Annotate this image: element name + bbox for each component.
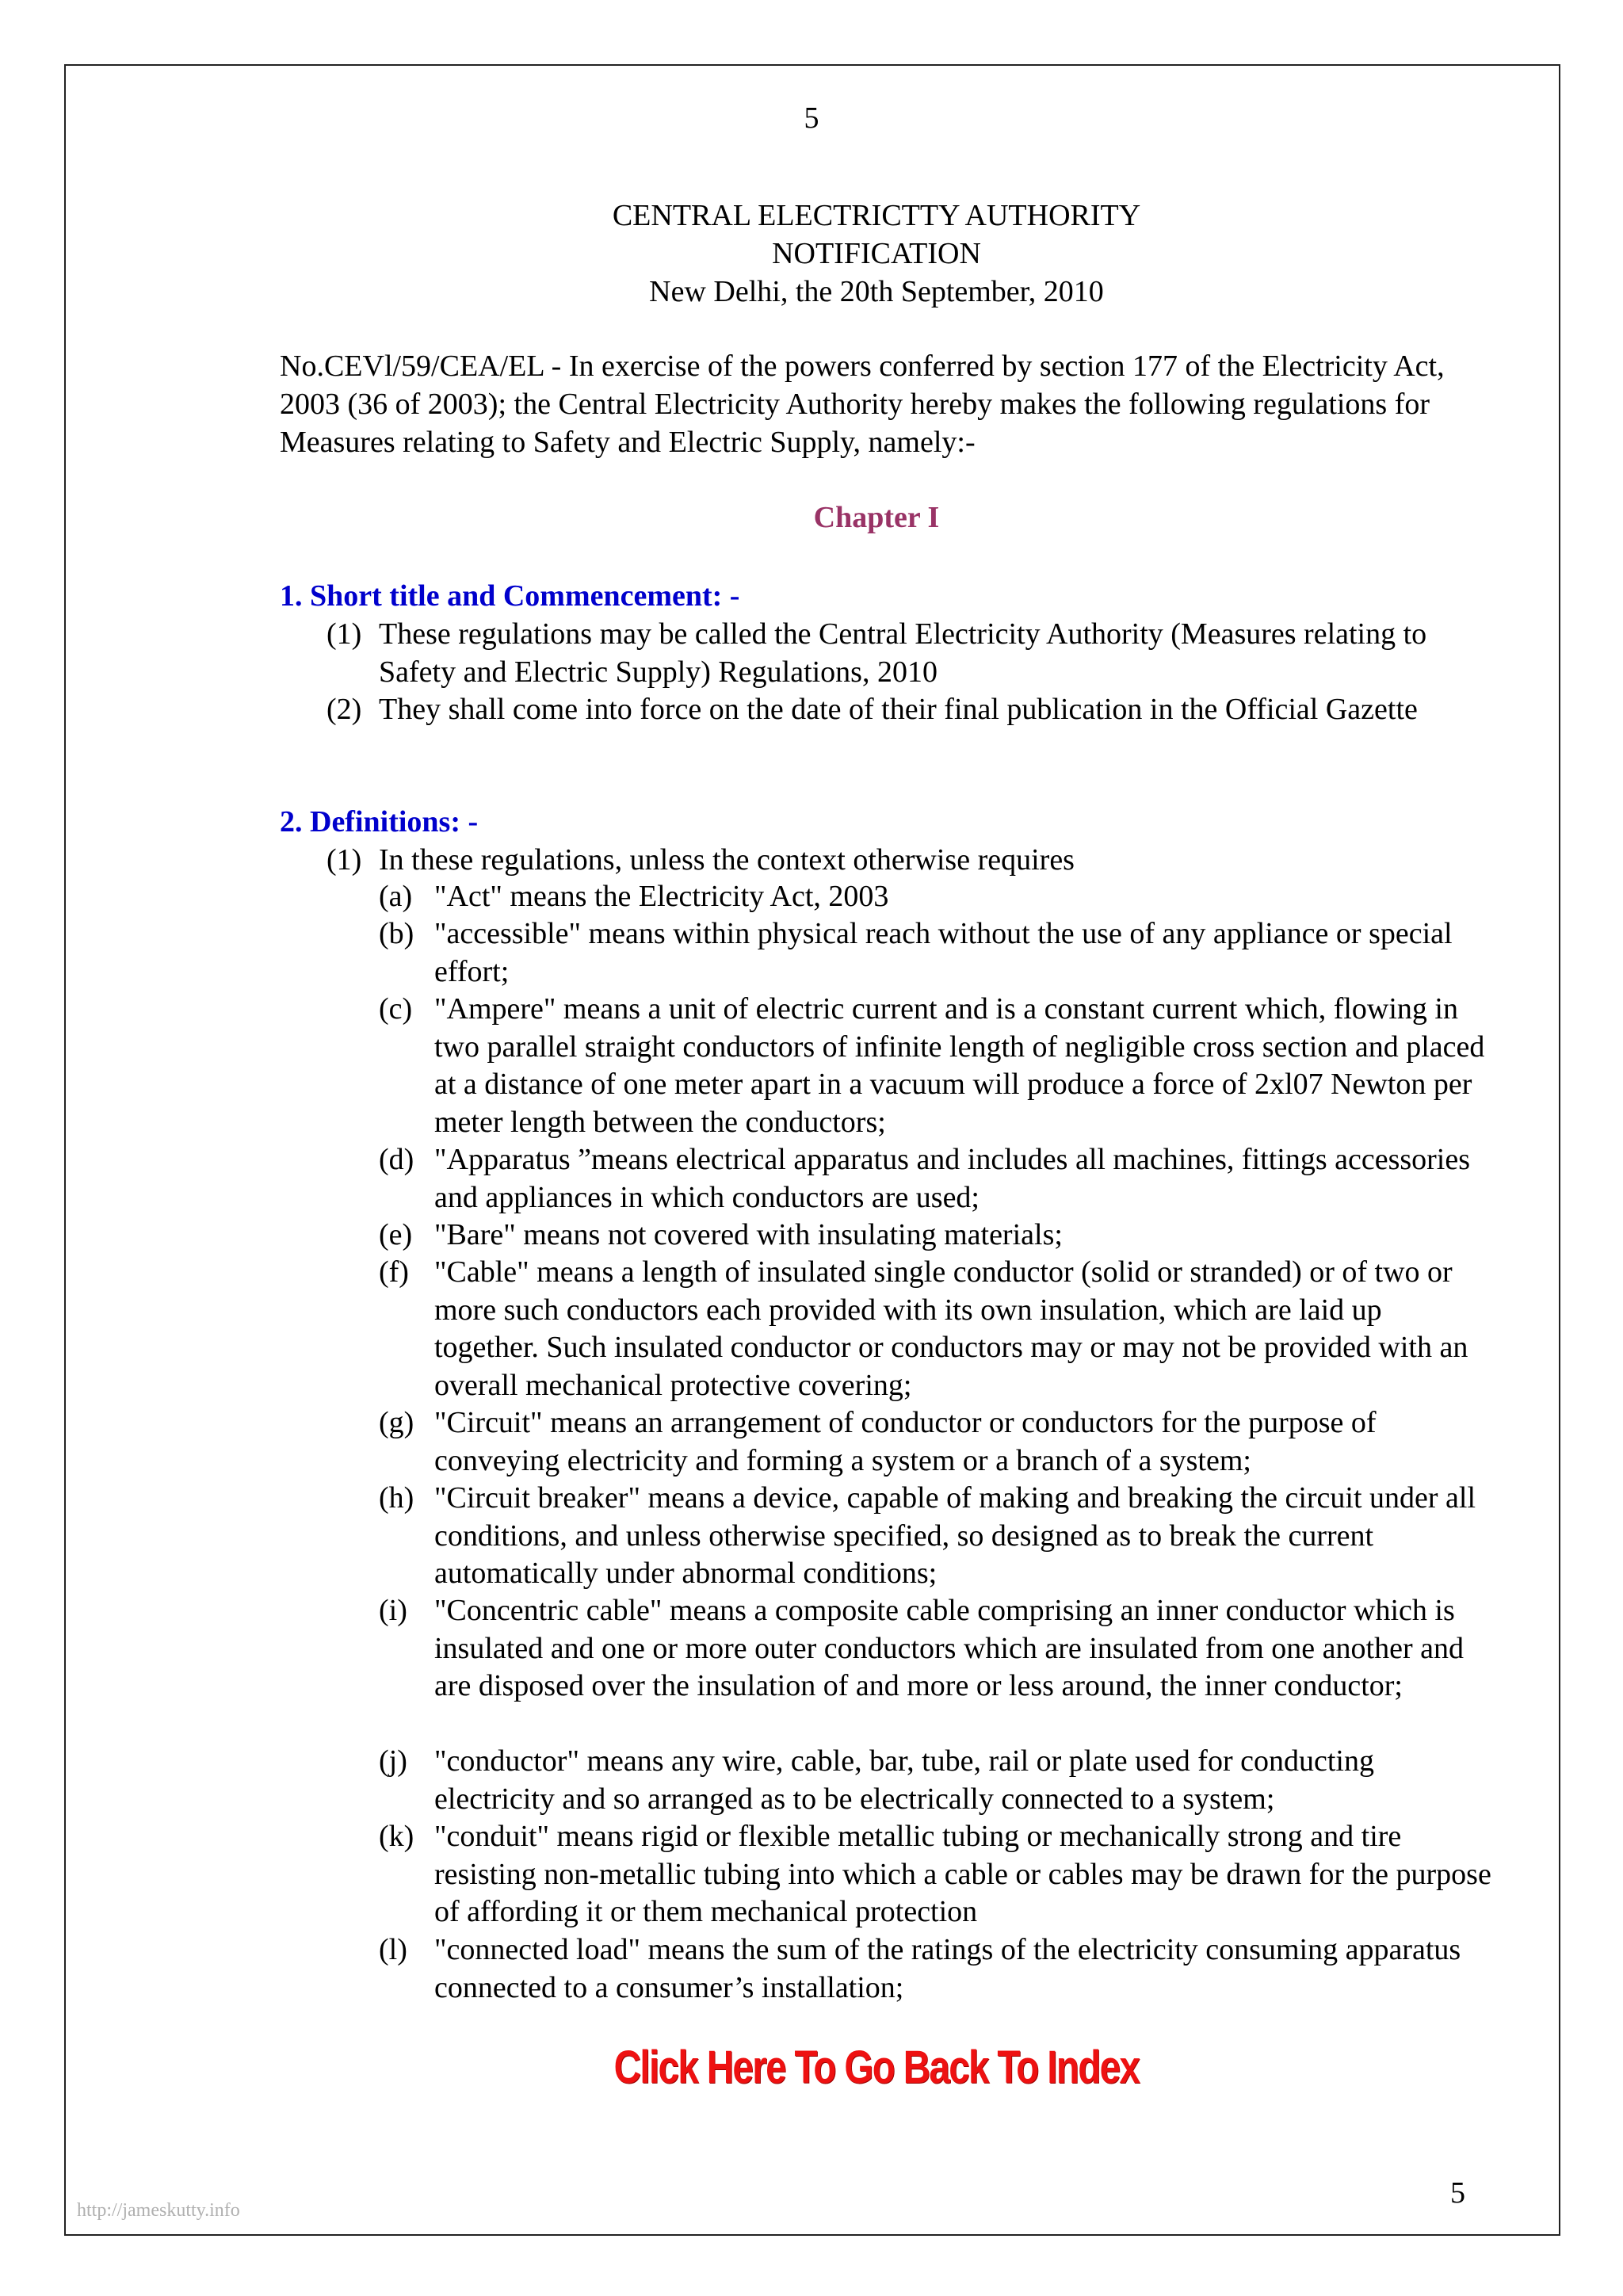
definition-item [379, 1141, 1492, 1217]
item-text: "conductor" means any wire, cable, bar, tube, rail or plate used for conducting electricity and so arranged as to be electrically connected to a system; [434, 1744, 1374, 1816]
definition-item [379, 1818, 1492, 1931]
definition-item [379, 1217, 1492, 1255]
definition-item [379, 915, 1492, 991]
item-label: (2) [327, 693, 362, 726]
definition-item [379, 1404, 1492, 1480]
authority-title: CENTRAL ELECTRICTTY AUTHORITY [612, 199, 1141, 232]
item-label: (e) [379, 1218, 413, 1251]
definition-item [379, 1931, 1492, 2007]
item-label: (1) [327, 843, 362, 877]
notification-title: NOTIFICATION [772, 237, 981, 270]
item-text: "Bare" means not covered with insulating materials; [434, 1218, 1063, 1251]
section-2-subclause [327, 841, 1476, 879]
item-text: "conduit" means rigid or flexible metallic tubing or mechanically strong and tire resisting non-metallic tubing into which a cable or cables may be drawn for the purpose of affording it or them mechanical protection [434, 1820, 1491, 1928]
notification-date: New Delhi, the 20th September, 2010 [649, 275, 1104, 308]
item-label: (a) [379, 880, 413, 913]
intro-paragraph: No.CEVl/59/CEA/EL - In exercise of the powers conferred by section 177 of the Electricity Act, 2003 (36 of 2003); the Central Electricity Authority hereby makes the following regulations for Measures relating to Safety and Electric Supply, namely:- [280, 350, 1445, 459]
item-label: (d) [379, 1143, 414, 1176]
section-1-item [327, 690, 1476, 728]
item-text: "Apparatus ”means electrical apparatus and includes all machines, fittings accessories and appliances in which conductors are used; [434, 1143, 1471, 1214]
item-label: (c) [379, 992, 413, 1026]
definition-item [379, 1480, 1492, 1593]
page-number-bottom: 5 [1450, 2176, 1465, 2210]
section-2-heading: 2. Definitions: - [280, 805, 479, 839]
page-number-top: 5 [804, 101, 819, 135]
item-text: "Cable" means a length of insulated single conductor (solid or stranded) or of two or more such conductors each provided with its own insulation, which are laid up together. Such insulated conductor or conductors may or may not be provided with an overall mechanical protective covering; [434, 1255, 1468, 1402]
item-text: "Circuit" means an arrangement of conductor or conductors for the purpose of conveying electricity and forming a system or a branch of a system; [434, 1406, 1377, 1477]
item-label: (j) [379, 1744, 407, 1778]
item-text: "Concentric cable" means a composite cable comprising an inner conductor which is insulated and one or more outer conductors which are insulated from one another and are disposed over the insulation of and more or less around, the inner conductor; [434, 1594, 1464, 1702]
item-label: (b) [379, 917, 414, 950]
item-text: They shall come into force on the date of their final publication in the Official Gazette [379, 693, 1418, 726]
item-text: "accessible" means within physical reach without the use of any appliance or special effort; [434, 917, 1453, 988]
item-label: (g) [379, 1406, 414, 1439]
item-text: "Ampere" means a unit of electric current and is a constant current which, flowing in two parallel straight conductors of infinite length of negligible cross section and placed at a distance of one meter apart in a vacuum will produce a force of 2xl07 Newton per meter length between the conductors; [434, 992, 1485, 1139]
item-label: (1) [327, 617, 362, 651]
site-watermark: http://jameskutty.info [77, 2200, 240, 2221]
definition-item [379, 1592, 1492, 1706]
item-label: (f) [379, 1255, 409, 1289]
back-to-index-link[interactable]: Click Here To Go Back To Index [613, 2042, 1140, 2093]
item-label: (h) [379, 1481, 414, 1515]
chapter-heading: Chapter I [813, 501, 940, 534]
item-text: "Circuit breaker" means a device, capable of making and breaking the circuit under all conditions, and unless otherwise specified, so designed as to break the current automatically under abnormal conditions; [434, 1481, 1476, 1590]
notification-header [0, 197, 1623, 311]
item-text: In these regulations, unless the context otherwise requires [379, 843, 1075, 877]
section-1-item [327, 615, 1476, 691]
item-label: (i) [379, 1594, 407, 1627]
definition-item [379, 1743, 1492, 1818]
section-1-heading: 1. Short title and Commencement: - [280, 579, 740, 613]
item-text: "connected load" means the sum of the ratings of the electricity consuming apparatus connected to a consumer’s installation; [434, 1933, 1461, 2004]
item-text: "Act" means the Electricity Act, 2003 [434, 880, 889, 913]
definition-item [379, 991, 1492, 1141]
definition-item [379, 878, 1492, 916]
definition-item [379, 1254, 1492, 1404]
item-label: (k) [379, 1820, 414, 1853]
item-label: (l) [379, 1933, 407, 1966]
item-text: These regulations may be called the Central Electricity Authority (Measures relating to Safety and Electric Supply) Regulations, 2010 [379, 617, 1427, 689]
